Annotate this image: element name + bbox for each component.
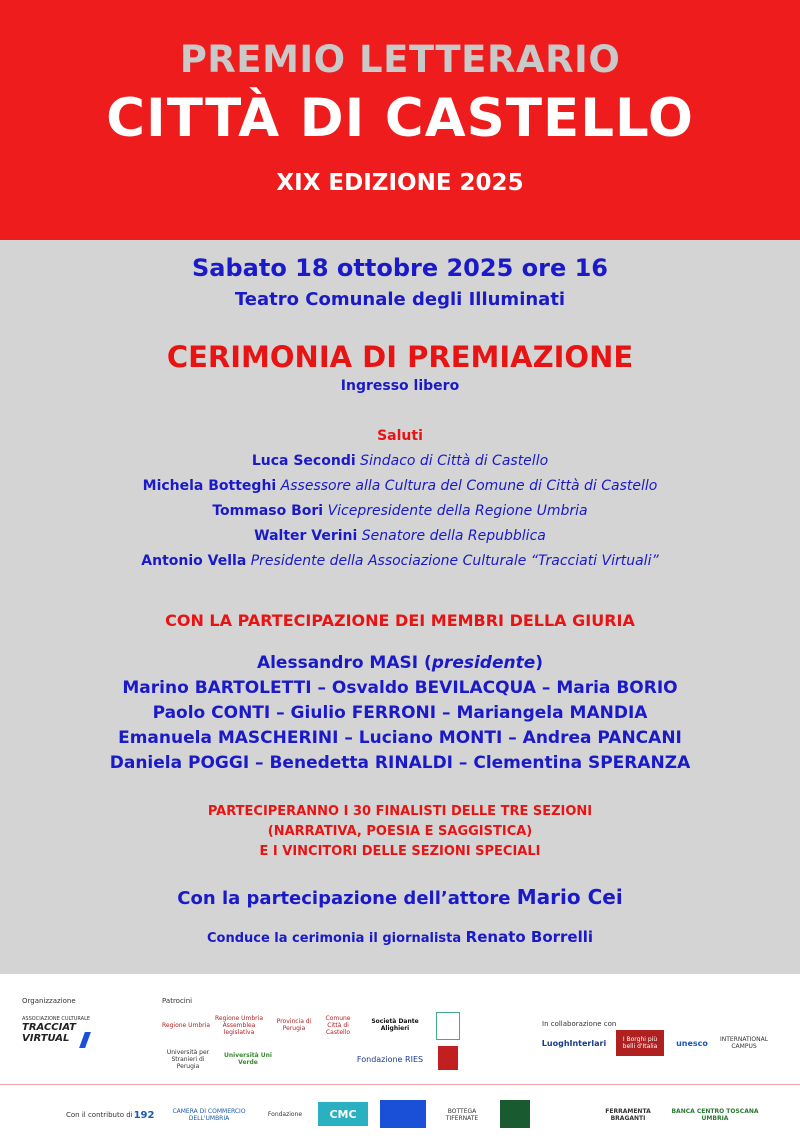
host-text: Conduce la cerimonia il giornalista — [206, 931, 466, 946]
org-logo-main1: TRACCIAT — [22, 1022, 76, 1033]
main-content — [0, 240, 800, 974]
ries-logo: Fondazione RIES — [356, 1054, 424, 1064]
jury-president-role: presidente — [431, 653, 536, 673]
organizzazione-label: Organizzazione — [22, 997, 76, 1005]
jury-row: Marino BARTOLETTI – Osvaldo BEVILACQUA – Maria BORIO — [122, 678, 678, 698]
finalists-line: PARTECIPERANNO I 30 FINALISTI DELLE TRE SEZIONI — [207, 804, 593, 819]
jury-heading: CON LA PARTECIPAZIONE DEI MEMBRI DELLA GIURIA — [165, 611, 635, 630]
prize-title: PREMIO LETTERARIO — [179, 38, 621, 81]
patron-logo-green — [286, 1046, 342, 1072]
banca-centro-logo: BANCA CENTRO TOSCANA UMBRIA — [671, 1108, 759, 1122]
actor-line — [0, 885, 800, 909]
finalists-line: E I VINCITORI DELLE SEZIONI SPECIALI — [259, 844, 541, 859]
city-title: CITTÀ DI CASTELLO — [106, 88, 694, 149]
host-line — [0, 928, 800, 946]
saluti-row — [0, 453, 800, 469]
saluti-role: Presidente della Associazione Culturale “Tracciati Virtuali” — [250, 553, 659, 569]
univerde-logo: Università Uni Verde — [224, 1052, 272, 1066]
sponsor-gold-logo — [540, 1100, 592, 1128]
footer-divider — [0, 1084, 800, 1085]
braganti-logo: FERRAMENTA BRAGANTI — [605, 1108, 651, 1122]
org-logo-top: ASSOCIAZIONE CULTURALE — [22, 1016, 91, 1022]
assemblea-logo: Regione Umbria Assemblea legislativa — [215, 1014, 263, 1036]
saluti-role: Assessore alla Cultura del Comune di Città di Castello — [280, 478, 658, 494]
patrocini-label: Patrocini — [162, 997, 193, 1005]
host-name: Renato Borrelli — [465, 928, 594, 946]
saluti-name: Walter Verini — [254, 528, 358, 544]
saluti-role: Vicepresidente della Regione Umbria — [327, 503, 588, 519]
saluti-name: Luca Secondi — [251, 453, 356, 469]
saluti-name: Antonio Vella — [141, 553, 247, 569]
org-logo — [22, 1016, 97, 1052]
saluti-name: Tommaso Bori — [212, 503, 324, 519]
contributo-label: Con il contributo di — [66, 1111, 133, 1119]
saluti-row — [0, 503, 800, 519]
provincia-logo: Provincia di Perugia — [276, 1018, 312, 1032]
sponsor-blue-logo — [380, 1100, 426, 1128]
footer — [0, 974, 800, 1143]
actor-name: Mario Cei — [516, 885, 623, 909]
saluti-role: Sindaco di Città di Castello — [360, 453, 549, 469]
edition-label: XIX EDIZIONE 2025 — [276, 170, 524, 196]
patron-logo-red — [438, 1046, 458, 1070]
jury-president-close: ) — [535, 653, 544, 673]
regione-umbria-logo: Regione Umbria — [162, 1021, 210, 1029]
event-venue: Teatro Comunale degli Illuminati — [234, 289, 566, 310]
jury-row: Daniela POGGI – Benedetta RINALDI – Clementina SPERANZA — [109, 753, 691, 773]
unesco-logo: unesco — [676, 1038, 708, 1048]
jury-row: Emanuela MASCHERINI – Luciano MONTI – Andrea PANCANI — [118, 728, 682, 748]
camera-commercio-logo: CAMERA DI COMMERCIO DELL'UMBRIA — [172, 1108, 246, 1122]
patron-logo-extra — [436, 1012, 460, 1040]
ceremony-title: CERIMONIA DI PREMIAZIONE — [166, 340, 634, 374]
org-logo-main2: VIRTUAL — [22, 1033, 70, 1044]
event-date: Sabato 18 ottobre 2025 ore 16 — [191, 254, 608, 282]
unistrapg-logo: Università per Stranieri di Perugia — [166, 1048, 210, 1070]
comune-logo: Comune Città di Castello — [325, 1014, 351, 1036]
sponsor-192-logo: 192 — [133, 1109, 155, 1121]
campus-logo: INTERNATIONAL CAMPUS — [719, 1036, 769, 1050]
saluti-row — [0, 478, 800, 494]
jury-row: Paolo CONTI – Giulio FERRONI – Mariangela MANDIA — [152, 703, 648, 723]
borghi-logo: I Borghi più belli d'Italia — [616, 1030, 664, 1056]
entry-note: Ingresso libero — [340, 378, 460, 394]
bottega-logo: BOTTEGA TIFERNATE — [445, 1108, 479, 1122]
header-banner — [0, 0, 800, 240]
finalists-line: (NARRATIVA, POESIA E SAGGISTICA) — [267, 824, 533, 839]
jury-president-name: Alessandro MASI ( — [256, 653, 432, 673]
jury-president — [0, 653, 800, 673]
luoghinterlari-logo: LuoghInterlari — [541, 1038, 607, 1048]
collaborazione-label: In collaborazione con — [542, 1020, 617, 1028]
saluti-role: Senatore della Repubblica — [361, 528, 546, 544]
sponsor-green-logo — [500, 1100, 530, 1128]
fondazione-logo: Fondazione — [267, 1110, 303, 1118]
saluti-row — [0, 528, 800, 544]
saluti-row — [0, 553, 800, 569]
dante-logo: Società Dante Alighieri — [371, 1018, 419, 1032]
saluti-name: Michela Botteghi — [142, 478, 277, 494]
saluti-heading: Saluti — [377, 428, 423, 444]
cmc-logo: CMC — [318, 1102, 368, 1126]
actor-text: Con la partecipazione dell’attore — [177, 888, 517, 909]
